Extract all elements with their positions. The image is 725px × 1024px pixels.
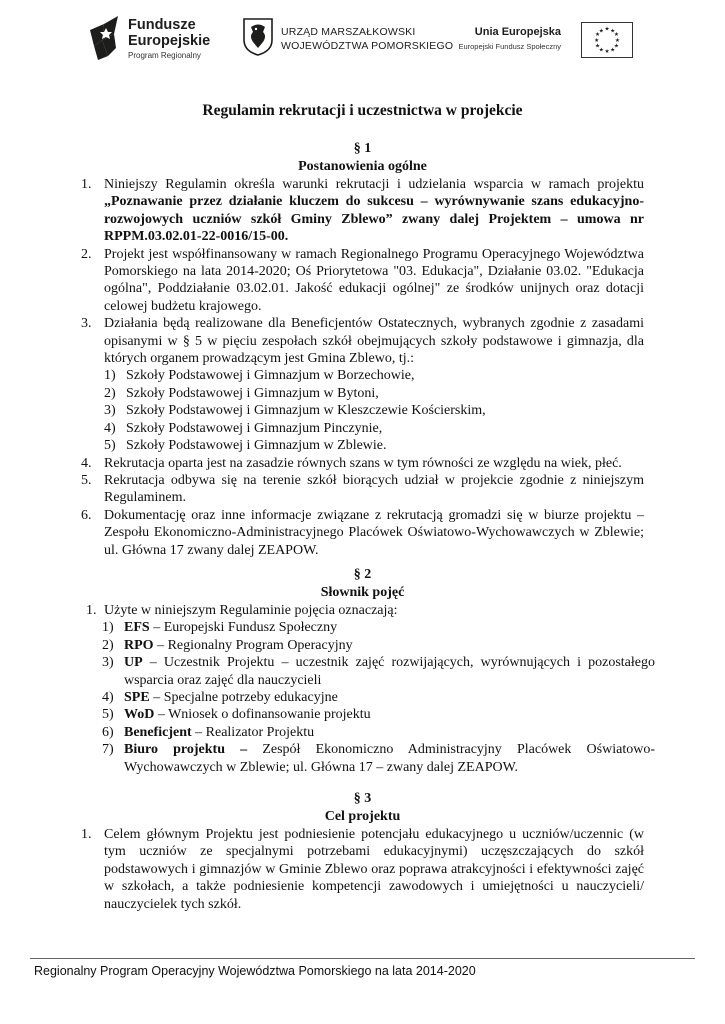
glossary-item (102, 706, 655, 723)
list-text: Rekrutacja odbywa się na terenie szkół biorących udział w projekcie zgodnie z niniejszym Regulaminem. (104, 472, 644, 506)
svg-text:★: ★ (610, 47, 616, 54)
glossary-item (102, 619, 655, 636)
glossary-term: EFS (124, 620, 150, 636)
unia-europejska-logo (458, 14, 651, 68)
list-item (81, 246, 644, 316)
section-2 (0, 566, 725, 776)
section-1 (0, 140, 725, 559)
list-text: Rekrutacja oparta jest na zasadzie równych szans w tym równości ze względu na wiek, płeć. (104, 455, 622, 471)
section-number: § 1 (353, 141, 372, 156)
pomorskie-crest-icon (243, 18, 273, 56)
list-number: 7) (102, 742, 114, 758)
list-text: Użyte w niniejszym Regulaminie pojęcia oznaczają: (104, 603, 398, 618)
ue-logo-line2: Europejski Fundusz Społeczny (458, 42, 561, 51)
school-item (104, 420, 644, 437)
fe-logo-line3: Program Regionalny (128, 51, 201, 60)
project-name: „Poznawanie przez działanie kluczem do sukcesu – wyrównywanie szans edukacyjno-rozwojowych uczniów szkół Gminy Zblewo” zwany dalej Projektem – umowa nr RPPM.03.02.01-22-0016/15-00. (104, 194, 644, 245)
glossary-term: RPO (124, 637, 154, 653)
glossary-list (102, 619, 655, 776)
svg-text:★: ★ (594, 37, 600, 44)
glossary-item (102, 637, 655, 654)
list-number: 2) (102, 637, 114, 653)
section-title: Cel projektu (324, 809, 401, 824)
list-number: 1. (86, 603, 97, 618)
section-title: Postanowienia ogólne (298, 159, 427, 174)
list-item (81, 176, 644, 246)
glossary-term: Beneficjent (124, 724, 192, 740)
list-text: Szkoły Podstawowej i Gimnazjum w Borzechowie, (126, 368, 415, 384)
school-item (104, 367, 644, 384)
school-item (104, 402, 644, 419)
svg-text:★: ★ (604, 26, 610, 33)
list-text: Szkoły Podstawowej i Gimnazjum Pinczynie, (126, 420, 383, 436)
list-number: 3) (102, 655, 114, 671)
schools-list (104, 367, 644, 454)
urzad-marszalkowski-logo (243, 14, 458, 68)
section-number: § 2 (353, 567, 372, 582)
eu-flag-icon (581, 22, 633, 58)
glossary-definition: – Regionalny Program Operacyjny (153, 637, 353, 653)
list-text: Niniejszy Regulamin określa warunki rekrutacji i udzielania wsparcia w ramach projektu (104, 177, 644, 192)
svg-text:★: ★ (598, 28, 604, 35)
school-item (104, 385, 644, 402)
list-number: 5) (104, 438, 116, 454)
section-title: Słownik pojęć (320, 585, 405, 600)
list-number: 6. (81, 507, 92, 523)
svg-text:★: ★ (610, 28, 616, 35)
glossary-definition: Zespół Ekonomiczno Administracyjny Placówek Oświatowo-Wychowawczych w Zblewie; ul. Główna 17 – zwany dalej ZEAPOW. (124, 742, 655, 775)
footer-divider (30, 958, 695, 959)
list-number: 6) (102, 724, 114, 740)
list-text: Szkoły Podstawowej i Gimnazjum w Bytoni, (126, 385, 379, 401)
glossary-term: WoD (124, 707, 155, 723)
list-number: 5. (81, 472, 92, 488)
list-number: 3) (104, 403, 116, 419)
list-item (81, 455, 644, 472)
um-logo-line2: WOJEWÓDZTWA POMORSKIEGO (281, 40, 454, 52)
logo-bar (88, 14, 648, 68)
glossary-term: Biuro projektu – (124, 742, 248, 758)
list-number: 2. (81, 246, 92, 262)
list-item (81, 507, 644, 559)
glossary-definition: – Realizator Projektu (191, 724, 315, 740)
list-number: 4) (104, 420, 116, 436)
glossary-item (102, 741, 655, 776)
document-title: Regulamin rekrutacji i uczestnictwa w projekcie (202, 102, 523, 119)
fundusze-europejskie-mark-icon (90, 16, 120, 60)
list-number: 2) (104, 385, 116, 401)
ue-logo-line1: Unia Europejska (474, 26, 561, 38)
page-footer: Regionalny Program Operacyjny Województwa Pomorskiego na lata 2014-2020 (34, 964, 476, 978)
list-number: 5) (102, 707, 114, 723)
school-item (104, 437, 644, 454)
section-3 (0, 790, 725, 913)
svg-text:★: ★ (595, 43, 601, 50)
list-number: 4. (81, 455, 92, 471)
glossary-intro (86, 602, 725, 619)
fe-logo-line1: Fundusze (128, 17, 196, 33)
section-3-list (81, 826, 644, 913)
list-number: 3. (81, 316, 92, 332)
list-item (81, 472, 644, 507)
fundusze-europejskie-logo (88, 14, 238, 68)
section-number: § 3 (353, 791, 372, 806)
svg-text:★: ★ (614, 37, 620, 44)
svg-text:★: ★ (604, 49, 610, 56)
list-number: 1. (81, 177, 92, 192)
glossary-item (102, 654, 655, 689)
list-number: 1) (102, 620, 114, 636)
list-text: Szkoły Podstawowej i Gimnazjum w Zblewie. (126, 438, 387, 454)
list-text: Działania będą realizowane dla Beneficjentów Ostatecznych, wybranych zgodnie z zasadami opisanymi w § 5 w pięciu zespołach szkół obejmujących szkoły podstawowe i gimnazja, dla których organem prowadzącym jest Gmina Zblewo, tj.: (104, 316, 644, 367)
um-logo-line1: URZĄD MARSZAŁKOWSKI (281, 26, 416, 38)
list-text: Szkoły Podstawowej i Gimnazjum w Kleszczewie Kościerskim, (126, 403, 486, 419)
list-number: 1. (81, 827, 92, 842)
svg-text:★: ★ (598, 47, 604, 54)
list-item (81, 315, 644, 454)
glossary-item (102, 689, 655, 706)
fe-logo-line2: Europejskie (128, 33, 211, 49)
list-number: 1) (104, 368, 116, 384)
section-1-list (81, 176, 644, 559)
svg-text:★: ★ (595, 32, 601, 39)
list-text: Celem głównym Projektu jest podniesienie potencjału edukacyjnego u uczniów/uczennic (w tym uczniów ze specjalnymi potrzebami edukacyjnymi) uczęszczających do szkół podstawowych i gimnazjów w Gminie Zblewo oraz poprawa atrakcyjności i efektywności zajęć w szkołach, a także podniesienie kompetencji zawodowych i umiejętności u nauczycieli/ nauczycielek tych szkół. (104, 827, 644, 912)
glossary-definition: – Specjalne potrzeby edukacyjne (149, 690, 338, 706)
glossary-definition: – Wniosek o dofinansowanie projektu (154, 707, 371, 723)
glossary-definition: – Europejski Fundusz Społeczny (149, 620, 338, 636)
glossary-term: UP (124, 655, 143, 671)
svg-text:★: ★ (613, 32, 619, 39)
glossary-definition: – Uczestnik Projektu – uczestnik zajęć rozwijających, wyrównujących i pozostałego wsparcia oraz zajęć dla nauczycieli (124, 655, 655, 688)
list-text: Projekt jest współfinansowany w ramach Regionalnego Programu Operacyjnego Województwa Pomorskiego na lata 2014-2020; Oś Priorytetowa "03. Edukacja", Działanie 03.02. "Edukacja ogólna", Poddziałanie 03.02.01. Jakość edukacji ogólnej" ze środków unijnych oraz dotacji celowej budżetu krajowego. (104, 246, 644, 314)
glossary-item (102, 724, 655, 741)
list-number: 4) (102, 690, 114, 706)
list-text: Dokumentację oraz inne informacje związane z rekrutacją gromadzi się w biurze projektu – Zespołu Ekonomiczno-Administracyjnego Placówek Oświatowo-Wychowawczych w Zblewie; ul. Główna 17 zwany dalej ZEAPOW. (104, 507, 644, 558)
list-item (81, 826, 644, 913)
glossary-term: SPE (124, 690, 150, 706)
svg-text:★: ★ (613, 43, 619, 50)
